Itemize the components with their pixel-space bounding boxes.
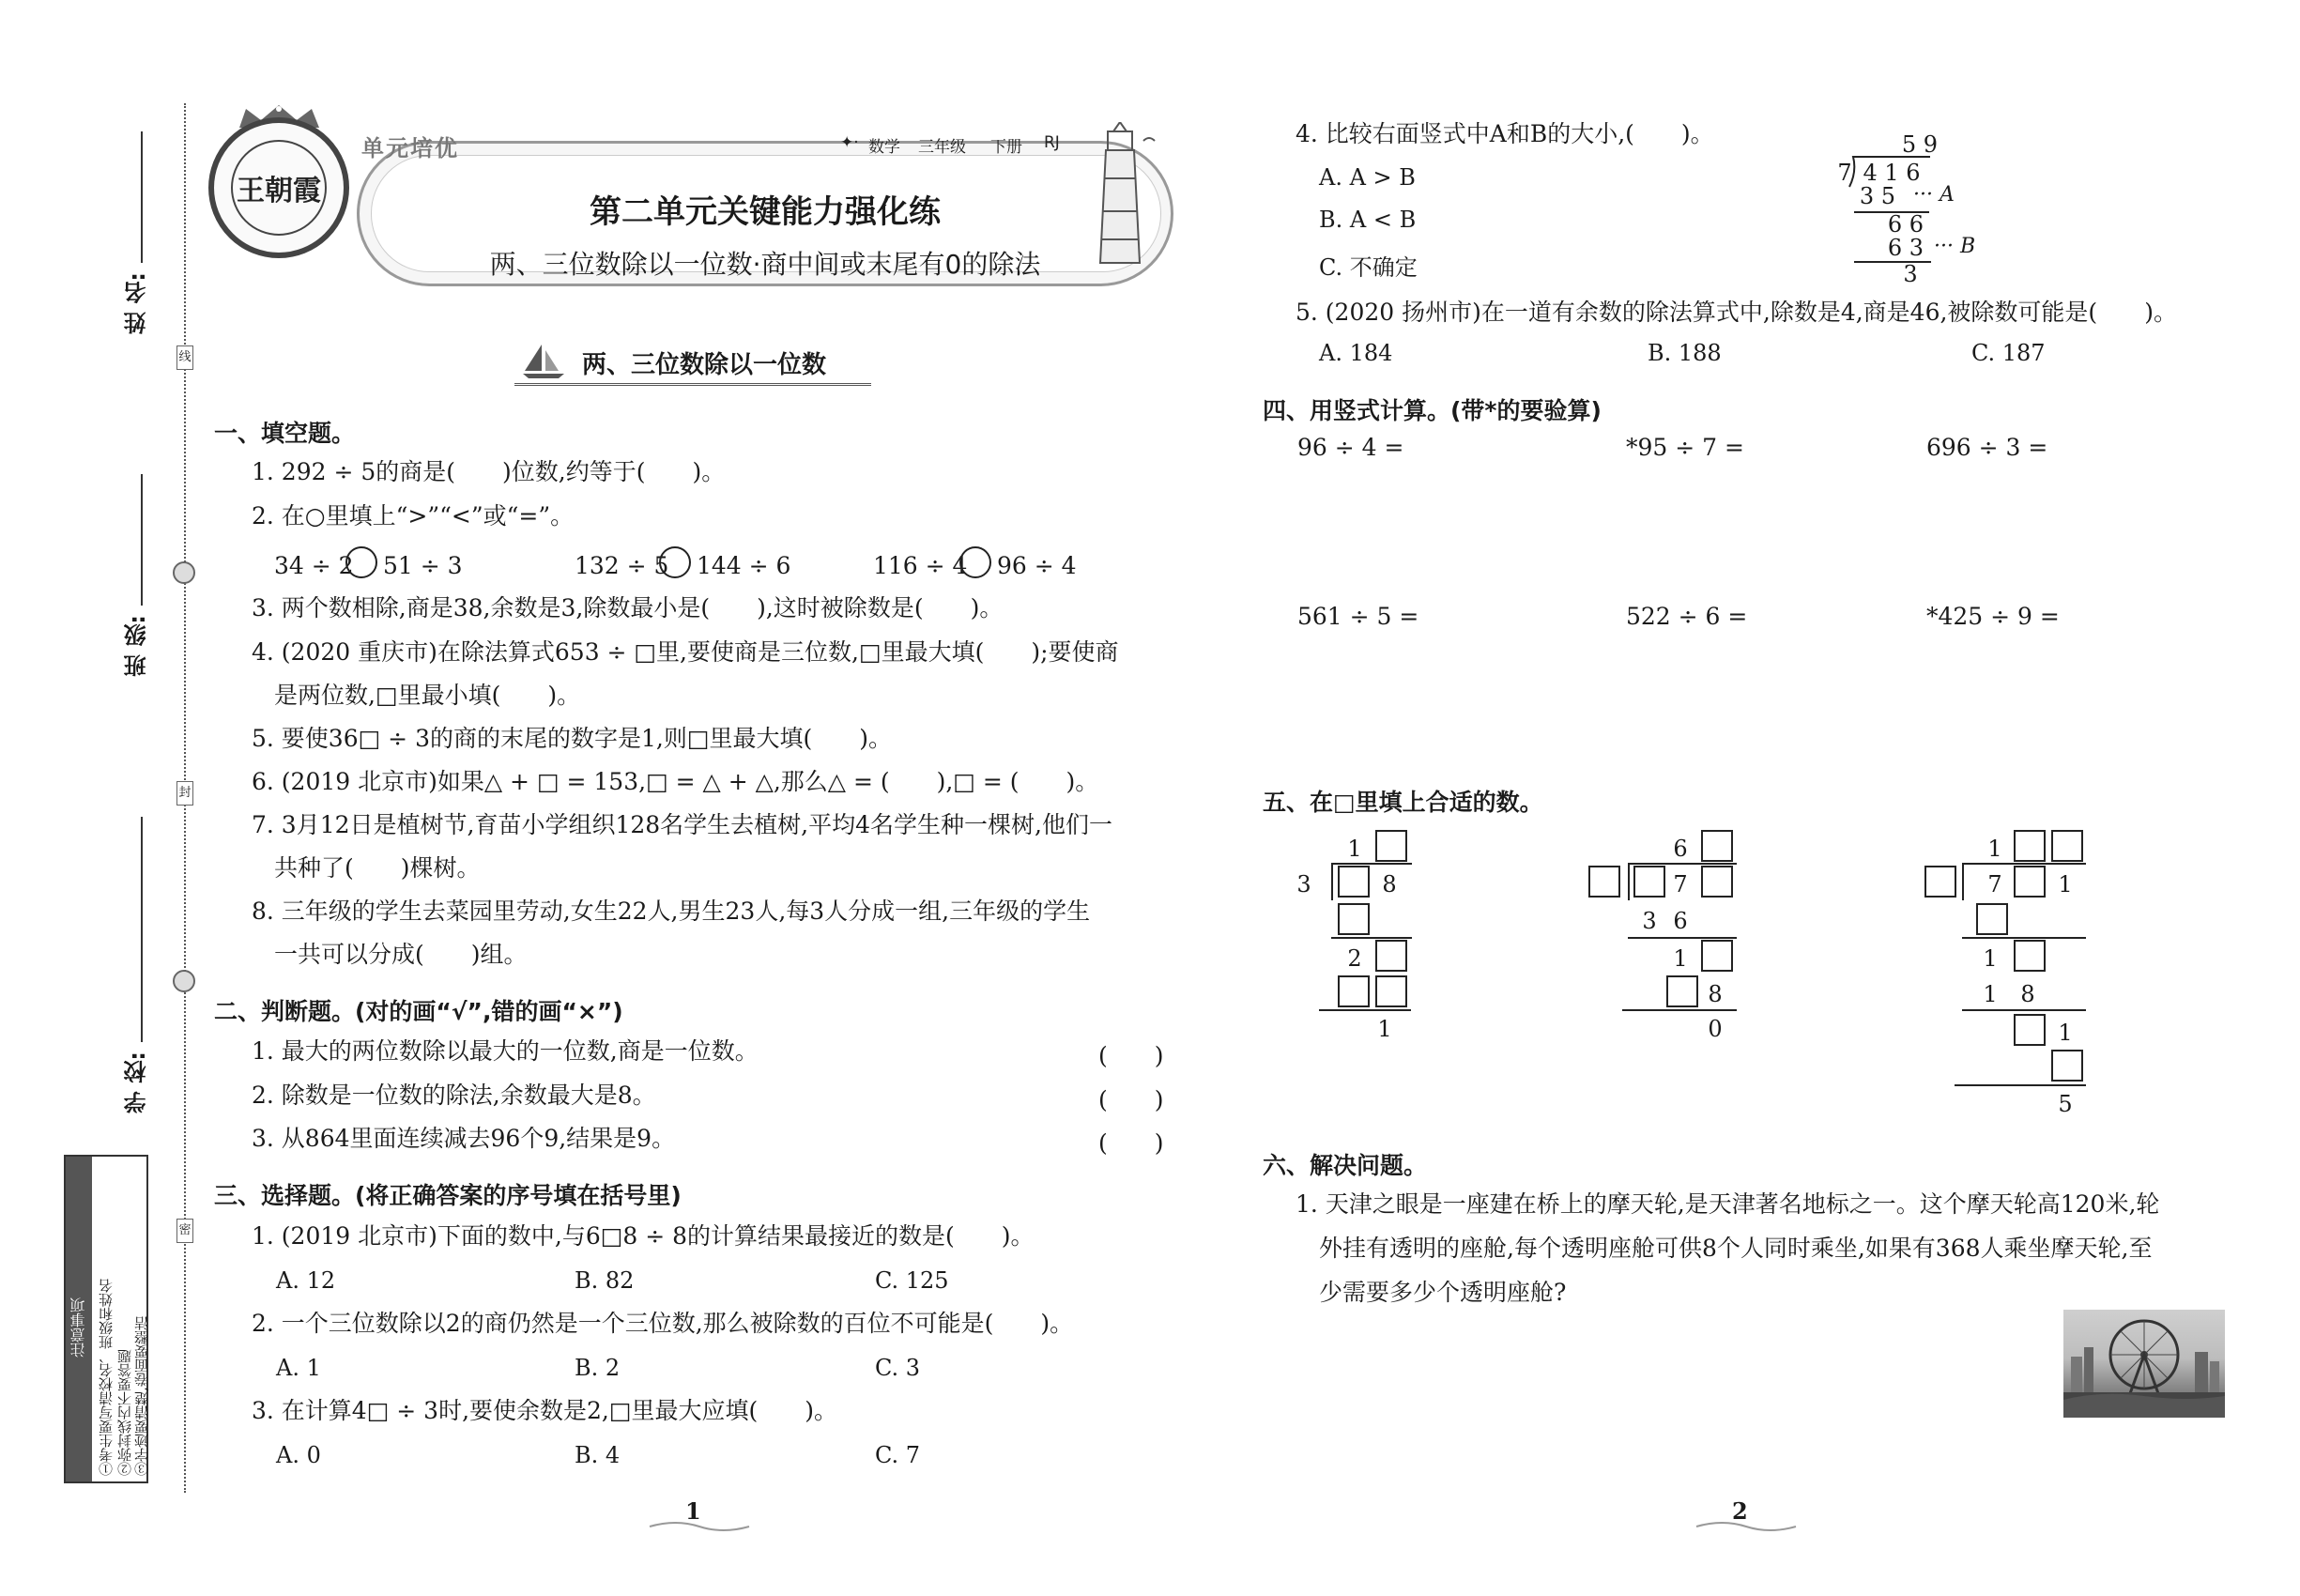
notice-box: [64, 1155, 148, 1483]
s4-item-5: 522 ÷ 6 =: [1626, 603, 1748, 630]
notice-item-1: ①考生要写清校名、班级和姓名: [98, 1279, 115, 1476]
s4-item-4: 561 ÷ 5 =: [1297, 603, 1419, 630]
s3-q5-opt-a: A. 184: [1319, 340, 1393, 366]
page-flourish-icon: [648, 1519, 751, 1534]
p2-rem-digit: 1: [1673, 945, 1688, 972]
s4-item-6: *425 ÷ 9 =: [1926, 603, 2060, 630]
p2-box[interactable]: [1701, 940, 1733, 972]
p3-rem-digit-2: 1: [2058, 1020, 2073, 1046]
s3-q3-opt-a: A. 0: [276, 1442, 321, 1468]
q4-step1: 3 5: [1859, 183, 1896, 209]
p2-sub-digit-3: 8: [1708, 981, 1723, 1007]
p1-box[interactable]: [1375, 830, 1407, 862]
p2-box[interactable]: [1633, 866, 1665, 898]
p3-sub-digit-2: 8: [2020, 981, 2035, 1007]
s3-q2: 2. 一个三位数除以2的商仍然是一个三位数,那么被除数的百位不可能是( )。: [252, 1310, 1074, 1337]
p3-box[interactable]: [2014, 940, 2046, 972]
p1-rule-mid: [1331, 937, 1412, 939]
notice-item-3: ③字迹要清楚,卷面要整洁: [133, 1316, 150, 1476]
s3-q3: 3. 在计算4□ ÷ 3时,要使余数是2,□里最大应填( )。: [252, 1397, 838, 1424]
s1-q4-line2: 是两位数,□里最小填( )。: [274, 682, 581, 709]
notice-title: 注意事项: [69, 1297, 87, 1358]
notice-title-bar: [66, 1157, 92, 1481]
notice-item-2: ②弥封线内不要答题: [116, 1349, 133, 1476]
school-label: 学 校:: [124, 1051, 150, 1113]
s1-q2a-right: 51 ÷ 3: [383, 552, 463, 579]
p3-box[interactable]: [2014, 830, 2046, 862]
s4-item-2: *95 ÷ 7 =: [1626, 434, 1744, 461]
section-banner-title: 两、三位数除以一位数: [582, 351, 827, 379]
s1-heading: 一、填空题。: [214, 420, 356, 447]
tag-xian: 线: [176, 345, 193, 370]
section-banner-underline: [514, 383, 871, 386]
tag-mi: 密: [176, 1219, 193, 1243]
star-icon: ✦·: [840, 133, 859, 152]
p3-sub-digit-1: 1: [1983, 981, 1998, 1007]
p2-sub-digit-2: 6: [1673, 908, 1688, 934]
series-tag: 单元培优: [361, 135, 459, 161]
p3-dividend-digit-2: 7: [1987, 871, 2002, 898]
s2-q3: 3. 从864里面连续减去96个9,结果是9。: [252, 1125, 676, 1152]
page-subtitle: 两、三位数除以一位数·商中间或末尾有0的除法: [489, 249, 1041, 280]
p1-quotient-digit: 1: [1347, 836, 1362, 862]
school-underline[interactable]: [141, 817, 143, 1042]
name-underline[interactable]: [141, 131, 143, 263]
ferris-wheel-icon: [2063, 1310, 2225, 1418]
p2-box[interactable]: [1588, 866, 1620, 898]
p3-rule-top: [1962, 863, 2086, 865]
s1-q8-line1: 8. 三年级的学生去菜园里劳动,女生22人,男生23人,每3人分成一组,三年级的学生: [252, 898, 1091, 925]
p2-quotient-digit: 6: [1673, 836, 1688, 862]
p1-rule-bottom: [1319, 1009, 1411, 1011]
p2-sub-digit-1: 3: [1642, 908, 1657, 934]
p1-bracket: [1331, 863, 1333, 900]
s3-q5: 5. (2020 扬州市)在一道有余数的除法算式中,除数是4,商是46,被除数可能是( )。: [1296, 299, 2177, 326]
compare-circle-3[interactable]: [959, 546, 991, 578]
p3-remainder: 5: [2058, 1091, 2073, 1117]
s3-q2-opt-c: C. 3: [875, 1355, 921, 1381]
p3-rem-digit: 1: [1983, 945, 1998, 972]
q4-dividend: 4 1 6: [1863, 160, 1921, 186]
page-number-right: 2: [1732, 1497, 1748, 1525]
q4-divisor: 7: [1837, 160, 1852, 186]
s3-q4-opt-c: C. 不确定: [1319, 254, 1418, 281]
q4-step2: 6 6: [1887, 211, 1924, 238]
edition-label: RJ: [1044, 133, 1060, 152]
brand-logo: [208, 117, 349, 258]
p3-rule-mid: [1962, 937, 2086, 939]
compare-circle-2[interactable]: [659, 546, 691, 578]
ferris-wheel-photo: [2063, 1310, 2225, 1418]
p2-rule-bottom: [1622, 1009, 1737, 1011]
s3-q1-opt-b: B. 82: [575, 1267, 635, 1294]
s1-q2b-left: 132 ÷ 5: [575, 552, 669, 579]
p1-divisor: 3: [1296, 871, 1311, 898]
p3-box[interactable]: [1976, 903, 2008, 935]
page-number-left: 1: [685, 1497, 701, 1525]
p2-box[interactable]: [1666, 975, 1698, 1007]
p1-box[interactable]: [1338, 903, 1370, 935]
term-label: 下册: [990, 138, 1022, 157]
s2-q2-answer[interactable]: ( ): [1098, 1086, 1164, 1113]
p1-remainder: 1: [1377, 1016, 1392, 1042]
s3-q4-opt-a: A. A > B: [1319, 164, 1416, 191]
q4-label-b: ··· B: [1934, 235, 1976, 258]
p3-box[interactable]: [2014, 866, 2046, 898]
s3-q3-opt-c: C. 7: [875, 1442, 921, 1468]
p3-box[interactable]: [2051, 1050, 2083, 1082]
p1-rule-top: [1331, 863, 1412, 865]
s4-item-3: 696 ÷ 3 =: [1926, 434, 2048, 461]
page-flourish-icon: [1694, 1519, 1798, 1534]
s3-heading: 三、选择题。(将正确答案的序号填在括号里): [214, 1182, 682, 1209]
s3-q4: 4. 比较右面竖式中A和B的大小,( )。: [1296, 120, 1714, 147]
binding-hole-icon: [173, 561, 195, 584]
class-underline[interactable]: [141, 474, 143, 606]
binding-hole-icon: [173, 970, 195, 992]
s3-q2-opt-a: A. 1: [276, 1355, 321, 1381]
p3-quotient-digit: 1: [1987, 836, 2002, 862]
sailboat-icon: [521, 343, 568, 380]
p2-box[interactable]: [1701, 830, 1733, 862]
s4-heading: 四、用竖式计算。(带*的要验算): [1263, 397, 1602, 424]
s1-q3: 3. 两个数相除,商是38,余数是3,除数最小是( ),这时被除数是( )。: [252, 594, 1004, 622]
q4-label-a: ··· A: [1913, 183, 1955, 207]
p1-box[interactable]: [1375, 940, 1407, 972]
s3-q1-opt-a: A. 12: [276, 1267, 336, 1294]
s3-q5-opt-c: C. 187: [1971, 340, 2046, 366]
s1-q2b-right: 144 ÷ 6: [697, 552, 791, 579]
p3-dividend-digit-3: 1: [2058, 871, 2073, 898]
compare-circle-1[interactable]: [345, 546, 377, 578]
s1-q2a-left: 34 ÷ 2: [274, 552, 354, 579]
p2-dividend-digit: 7: [1673, 871, 1688, 898]
p3-box[interactable]: [2051, 830, 2083, 862]
name-label: 姓 名:: [124, 272, 150, 334]
s6-heading: 六、解决问题。: [1263, 1152, 1428, 1179]
s3-q4-opt-b: B. A < B: [1319, 207, 1417, 233]
p1-box[interactable]: [1375, 975, 1407, 1007]
p2-box[interactable]: [1701, 866, 1733, 898]
s1-q4-line1: 4. (2020 重庆市)在除法算式653 ÷ □里,要使商是三位数,□里最大填( );要使商: [252, 638, 1119, 666]
s3-q2-opt-b: B. 2: [575, 1355, 621, 1381]
s1-q6: 6. (2019 北京市)如果△ + □ = 153,□ = △ + △,那么△ = ( ),□ = ( )。: [252, 768, 1099, 795]
class-label: 班 级:: [124, 615, 150, 677]
brand-logo-text: 王朝霞: [231, 140, 327, 236]
s1-q7-line1: 7. 3月12日是植树节,育苗小学组织128名学生去植树,平均4名学生种一棵树,他们一: [252, 811, 1112, 838]
p3-box[interactable]: [1924, 866, 1956, 898]
s4-item-1: 96 ÷ 4 =: [1297, 434, 1404, 461]
s1-q8-line2: 一共可以分成( )组。: [274, 941, 528, 968]
tag-feng: 封: [176, 781, 193, 806]
s3-q3-opt-b: B. 4: [575, 1442, 621, 1468]
page-title: 第二单元关键能力强化练: [590, 193, 941, 231]
p1-box[interactable]: [1338, 866, 1370, 898]
s1-q2: 2. 在○里填上“>”“<”或“=”。: [252, 502, 575, 529]
subject-label: 数学: [868, 138, 900, 157]
s3-q1: 1. (2019 北京市)下面的数中,与6□8 ÷ 8的计算结果最接近的数是( )。: [252, 1222, 1035, 1250]
s1-q5: 5. 要使36□ ÷ 3的商的末尾的数字是1,则□里最大填( )。: [252, 725, 892, 752]
s3-q5-opt-b: B. 188: [1648, 340, 1722, 366]
s6-q1-line2: 外挂有透明的座舱,每个透明座舱可供8个人同时乘坐,如果有368人乘坐摩天轮,至: [1319, 1235, 2153, 1262]
p2-rule-top: [1628, 863, 1737, 865]
s2-q1-answer[interactable]: ( ): [1098, 1042, 1164, 1069]
p3-rule-3: [1962, 1009, 2086, 1011]
s6-q1-line1: 1. 天津之眼是一座建在桥上的摩天轮,是天津著名地标之一。这个摩天轮高120米,轮: [1296, 1190, 2160, 1218]
p1-dividend-digit: 8: [1382, 871, 1397, 898]
p3-rule-bottom: [1955, 1084, 2086, 1086]
grade-label: 三年级: [918, 138, 966, 157]
q4-step3: 6 3: [1887, 235, 1924, 261]
p1-rem-digit: 2: [1347, 945, 1362, 972]
s5-heading: 五、在□里填上合适的数。: [1263, 789, 1543, 816]
p2-bracket: [1628, 863, 1630, 900]
p2-rule-mid: [1628, 937, 1737, 939]
p3-box[interactable]: [2014, 1014, 2046, 1046]
p1-box[interactable]: [1338, 975, 1370, 1007]
q4-quotient: 5 9: [1901, 131, 1939, 158]
s6-q1-line3: 少需要多少个透明座舱?: [1319, 1279, 1567, 1306]
s3-q1-opt-c: C. 125: [875, 1267, 949, 1294]
s2-q1: 1. 最大的两位数除以最大的一位数,商是一位数。: [252, 1037, 759, 1065]
s1-q2c-right: 96 ÷ 4: [997, 552, 1077, 579]
q4-remainder: 3: [1903, 261, 1918, 287]
s1-q2c-left: 116 ÷ 4: [873, 552, 968, 579]
p2-remainder: 0: [1708, 1016, 1723, 1042]
s1-q1: 1. 292 ÷ 5的商是( )位数,约等于( )。: [252, 458, 726, 485]
s2-q2: 2. 除数是一位数的除法,余数最大是8。: [252, 1082, 656, 1109]
p3-bracket: [1962, 863, 1964, 900]
s1-q7-line2: 共种了( )棵树。: [274, 854, 481, 882]
s2-heading: 二、判断题。(对的画“√”,错的画“×”): [214, 998, 623, 1025]
s2-q3-answer[interactable]: ( ): [1098, 1129, 1164, 1157]
